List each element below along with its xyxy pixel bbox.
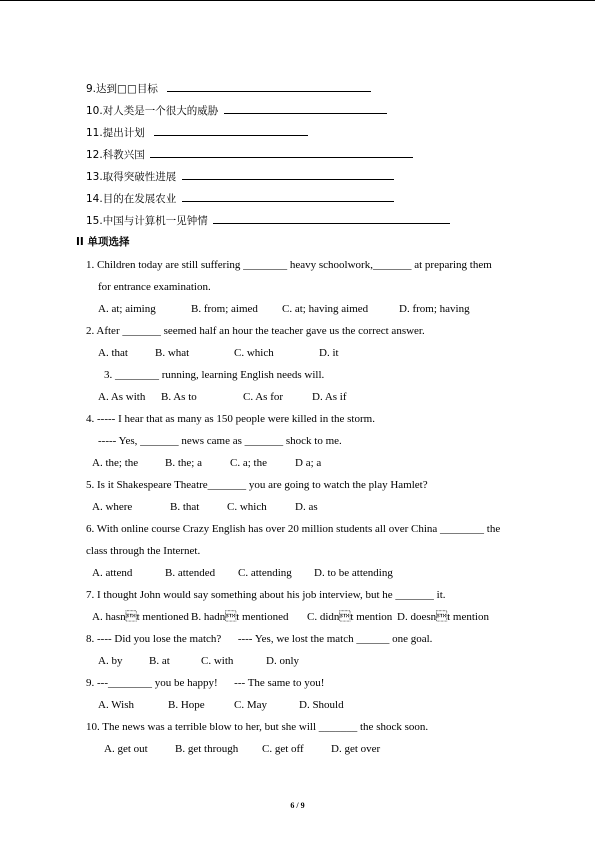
question-5-text: 5. Is it Shakespeare Theatre_______ you are going to watch the play Hamlet? (86, 479, 428, 491)
question-5-option-b[interactable]: B. that (170, 501, 200, 513)
section-title: II 单项选择 (76, 236, 130, 248)
question-10-text: 10. The news was a terrible blow to her, but she will _______ the shock soon. (86, 721, 429, 733)
answer-blank[interactable] (182, 169, 394, 180)
question-3-option-c[interactable]: C. As for (243, 391, 284, 403)
question-7-option-b[interactable]: B. hadnt mentioned (191, 611, 289, 623)
question-4-option-b[interactable]: B. the; a (165, 457, 202, 469)
question-5-option-d[interactable]: D. as (295, 501, 318, 513)
question-10-option-b[interactable]: B. get through (175, 743, 239, 755)
question-8-option-d[interactable]: D. only (266, 655, 299, 667)
question-6-text-cont: class through the Internet. (86, 545, 201, 557)
question-3-text: 3. ________ running, learning English needs will. (104, 369, 325, 381)
question-9-option-d[interactable]: D. Should (299, 699, 344, 711)
question-10-option-c[interactable]: C. get off (262, 743, 304, 755)
question-9-option-a[interactable]: A. Wish (98, 699, 135, 711)
answer-blank[interactable] (167, 81, 371, 92)
question-2-option-d[interactable]: D. it (319, 347, 339, 359)
phrase-item (86, 81, 371, 96)
question-9-option-c[interactable]: C. May (234, 699, 267, 711)
phrase-number: 13. (86, 171, 103, 183)
phrase-text: 目的在发展农业 (102, 193, 177, 205)
question-3-option-b[interactable]: B. As to (161, 391, 197, 403)
phrase-number: 15. (86, 215, 103, 227)
question-7-option-a[interactable]: A. hasnt mentioned (92, 611, 189, 623)
phrase-text: 对人类是一个很大的威胁 (102, 105, 219, 117)
question-2-option-c[interactable]: C. which (234, 347, 274, 359)
question-9-text: 9. ---________ you be happy! --- The same to you! (86, 677, 325, 689)
question-10-option-a[interactable]: A. get out (104, 743, 148, 755)
answer-blank[interactable] (213, 213, 450, 224)
question-1-option-d[interactable]: D. from; having (399, 303, 470, 315)
question-2-option-a[interactable]: A. that (98, 347, 128, 359)
question-4-text: 4. ----- I hear that as many as 150 people were killed in the storm. (86, 413, 375, 425)
phrase-text: 科教兴国 (102, 149, 145, 161)
question-3-option-d[interactable]: D. As if (312, 391, 347, 403)
question-2-option-b[interactable]: B. what (155, 347, 190, 359)
question-1-option-b[interactable]: B. from; aimed (191, 303, 258, 315)
question-5-option-c[interactable]: C. which (227, 501, 267, 513)
phrase-item (86, 103, 387, 118)
phrase-item (86, 147, 413, 162)
question-4-option-d[interactable]: D a; a (295, 457, 322, 469)
question-8-option-a[interactable]: A. by (98, 655, 123, 667)
question-4-option-a[interactable]: A. the; the (92, 457, 139, 469)
question-1-option-c[interactable]: C. at; having aimed (282, 303, 369, 315)
question-4-option-c[interactable]: C. a; the (230, 457, 267, 469)
phrase-text: 中国与计算机一见钟情 (102, 215, 208, 227)
question-7-text: 7. I thought John would say something about his job interview, but he _______ it. (86, 589, 446, 601)
question-6-option-a[interactable]: A. attend (92, 567, 133, 579)
answer-blank[interactable] (224, 103, 387, 114)
question-10-option-d[interactable]: D. get over (331, 743, 381, 755)
question-8-option-c[interactable]: C. with (201, 655, 234, 667)
phrase-item (86, 191, 394, 206)
question-8-option-b[interactable]: B. at (149, 655, 170, 667)
phrase-item (86, 213, 450, 228)
top-rule (0, 0, 595, 1)
question-4-text-cont: ----- Yes, _______ news came as _______ shock to me. (98, 435, 342, 447)
phrase-number: 11. (86, 127, 103, 139)
phrase-number: 14. (86, 193, 103, 205)
question-8-text: 8. ---- Did you lose the match? ---- Yes, we lost the match ______ one goal. (86, 633, 433, 645)
phrase-number: 10. (86, 105, 103, 117)
question-3-option-a[interactable]: A. As with (98, 391, 146, 403)
answer-blank[interactable] (154, 125, 308, 136)
question-1-text: 1. Children today are still suffering ________ heavy schoolwork,_______ at preparing them (86, 259, 492, 271)
question-1-text-cont: for entrance examination. (98, 281, 211, 293)
question-1-option-a[interactable]: A. at; aiming (98, 303, 156, 315)
question-6-option-d[interactable]: D. to be attending (314, 567, 393, 579)
question-9-option-b[interactable]: B. Hope (168, 699, 205, 711)
phrase-text: 取得突破性进展 (102, 171, 177, 183)
question-6-option-c[interactable]: C. attending (238, 567, 292, 579)
phrase-text: 提出计划 (102, 127, 145, 139)
phrase-number: 9. (86, 83, 97, 95)
phrase-number: 12. (86, 149, 103, 161)
phrase-item (86, 125, 308, 140)
question-7-option-d[interactable]: D. doesnt mention (397, 611, 489, 623)
phrase-item (86, 169, 394, 184)
question-5-option-a[interactable]: A. where (92, 501, 133, 513)
page-number: 6 / 9 (290, 801, 305, 810)
answer-blank[interactable] (182, 191, 394, 202)
question-6-text: 6. With online course Crazy English has over 20 million students all over China ________ the (86, 523, 501, 535)
phrase-text: 达到□□目标 (96, 83, 158, 95)
answer-blank[interactable] (150, 147, 413, 158)
question-6-option-b[interactable]: B. attended (165, 567, 216, 579)
question-7-option-c[interactable]: C. didnt mention (307, 611, 393, 623)
question-2-text: 2. After _______ seemed half an hour the teacher gave us the correct answer. (86, 325, 425, 337)
